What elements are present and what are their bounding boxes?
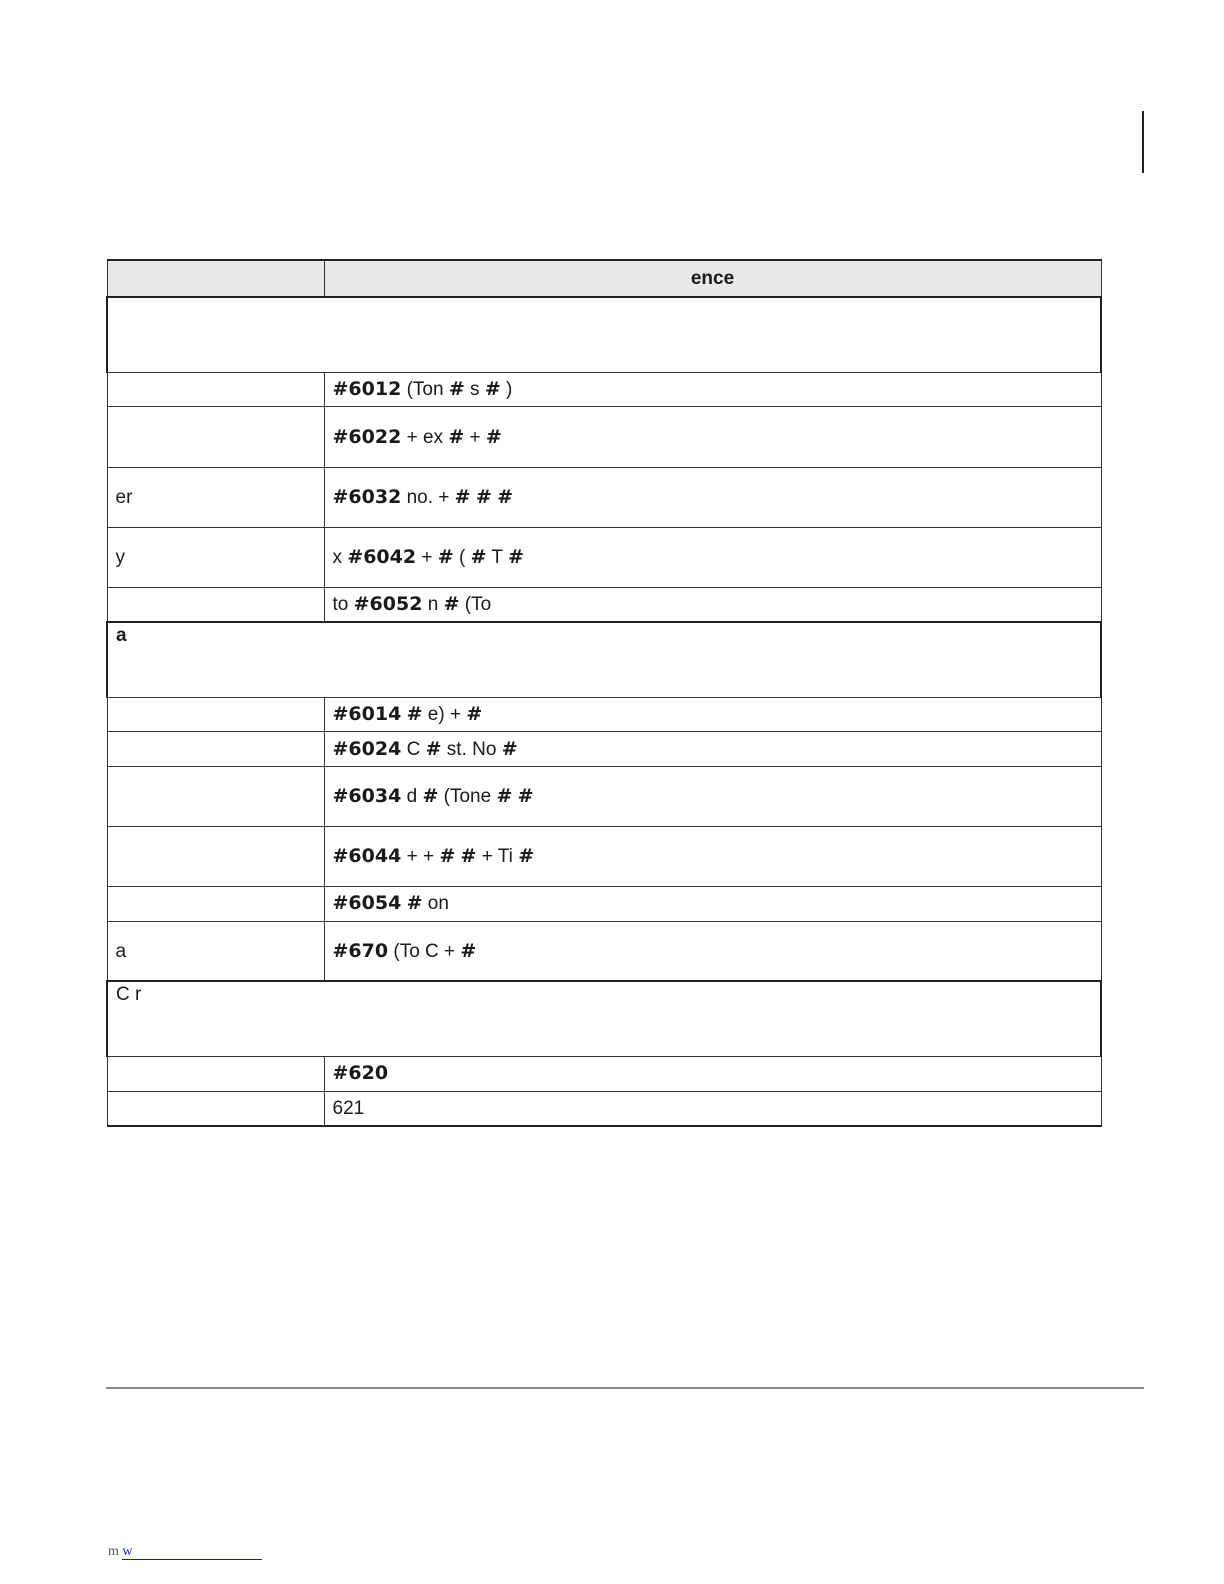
row-label [107, 407, 324, 467]
table-row [107, 766, 1101, 826]
row-label: y [107, 527, 324, 587]
table-header-row [107, 260, 1101, 297]
section-title: a [107, 622, 1101, 697]
row-label [107, 372, 324, 407]
table-row [107, 467, 1101, 527]
section-header-row [107, 622, 1101, 697]
table-row [107, 827, 1101, 887]
row-sequence: #6012 (Ton # s # ) [324, 372, 1101, 407]
row-label [107, 766, 324, 826]
table-row [107, 1091, 1101, 1126]
row-sequence: #6014 # e) + # [324, 697, 1101, 732]
row-sequence: #6032 no. + # # # [324, 467, 1101, 527]
feature-code-table [106, 259, 1102, 1127]
table-row [107, 921, 1101, 981]
header-cell-feature [107, 260, 324, 297]
row-sequence: to #6052 n # (To [324, 587, 1101, 622]
table-row [107, 887, 1101, 922]
table-row [107, 1057, 1101, 1092]
table-row [107, 697, 1101, 732]
row-sequence: x #6042 + # ( # T # [324, 527, 1101, 587]
row-sequence: #670 (To C + # [324, 921, 1101, 981]
row-label: a [107, 921, 324, 981]
row-sequence: #6022 + ex # + # [324, 407, 1101, 467]
row-sequence: #6044 + + # # + Ti # [324, 827, 1101, 887]
row-sequence: #620 [324, 1057, 1101, 1092]
table-row [107, 732, 1101, 767]
footer-prefix: m [108, 1544, 119, 1559]
row-label [107, 697, 324, 732]
row-label [107, 1091, 324, 1126]
table-row [107, 587, 1101, 622]
footer-link[interactable]: w [122, 1545, 262, 1560]
section-header-row [107, 297, 1101, 372]
row-label [107, 827, 324, 887]
row-label [107, 887, 324, 922]
page-footer [108, 1544, 262, 1560]
row-sequence: 621 [324, 1091, 1101, 1126]
row-label: er [107, 467, 324, 527]
footer-rule [106, 1387, 1144, 1389]
table-row [107, 527, 1101, 587]
section-header-row [107, 981, 1101, 1056]
row-sequence: #6024 C # st. No # [324, 732, 1101, 767]
row-label [107, 587, 324, 622]
section-title [107, 297, 1101, 372]
table-row [107, 372, 1101, 407]
row-label [107, 732, 324, 767]
row-sequence: #6054 # on [324, 887, 1101, 922]
margin-change-bar [1142, 111, 1144, 173]
section-title: C r [107, 981, 1101, 1056]
table-row [107, 407, 1101, 467]
row-label [107, 1057, 324, 1092]
header-cell-sequence: ence [324, 260, 1101, 297]
row-sequence: #6034 d # (Tone # # [324, 766, 1101, 826]
